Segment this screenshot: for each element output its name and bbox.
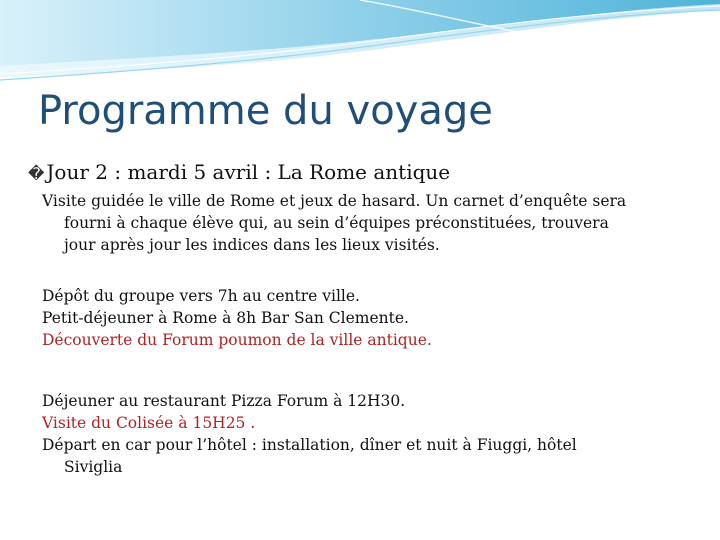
afternoon-line-1: Déjeuner au restaurant Pizza Forum à 12H30. xyxy=(42,392,406,410)
morning-line-2: Petit-déjeuner à Rome à 8h Bar San Clemente. xyxy=(42,309,409,327)
intro-line-2: fourni à chaque élève qui, au sein d’équipes préconstituées, trouvera xyxy=(64,214,609,232)
intro-paragraph xyxy=(42,190,702,256)
afternoon-schedule xyxy=(42,390,702,478)
intro-line-3: jour après jour les indices dans les lieux visités. xyxy=(64,236,440,254)
morning-schedule xyxy=(42,285,702,351)
afternoon-line-3: Départ en car pour l’hôtel : installation, dîner et nuit à Fiuggi, hôtel xyxy=(42,436,577,454)
header-wave-decoration xyxy=(0,0,720,90)
afternoon-line-2: Visite du Colisée à 15H25 . xyxy=(42,414,256,432)
afternoon-line-4: Siviglia xyxy=(64,458,123,476)
bullet-icon: � xyxy=(28,164,45,183)
day-subtitle xyxy=(28,160,450,184)
page-title: Programme du voyage xyxy=(38,88,493,134)
morning-line-1: Dépôt du groupe vers 7h au centre ville. xyxy=(42,287,360,305)
subtitle-text: Jour 2 : mardi 5 avril : La Rome antique xyxy=(46,160,451,184)
morning-line-3: Découverte du Forum poumon de la ville antique. xyxy=(42,331,432,349)
intro-line-1: Visite guidée le ville de Rome et jeux de hasard. Un carnet d’enquête sera xyxy=(42,192,627,210)
